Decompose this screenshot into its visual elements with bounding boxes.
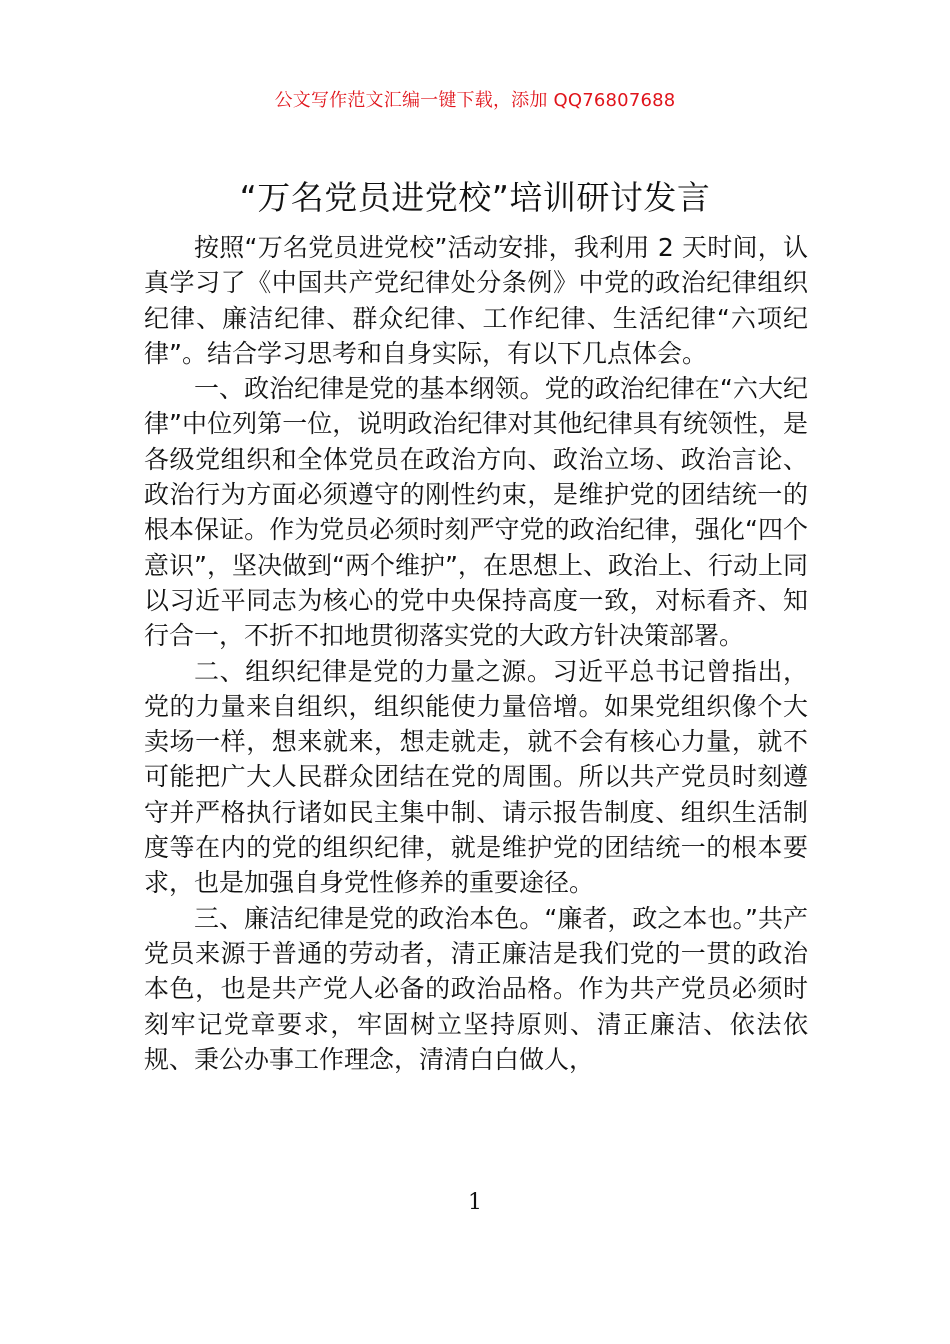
document-body (144, 230, 808, 1077)
document-title: “万名党员进党校”培训研讨发言 (239, 178, 711, 217)
paragraph-political-discipline: 一、政治纪律是党的基本纲领。党的政治纪律在“六大纪律”中位列第一位，说明政治纪律对其他纪律具有统领性，是各级党组织和全体党员在政治方向、政治立场、政治言论、政治行为方面必须遵守的刚性约束，是维护党的团结统一的根本保证。作为党员必须时刻严守党的政治纪律，强化“四个意识”，坚决做到“两个维护”，在思想上、政治上、行动上同以习近平同志为核心的党中央保持高度一致，对标看齐、知行合一，不折不扣地贯彻落实党的大政方针决策部署。 (144, 374, 808, 651)
header-promo-note: 公文写作范文汇编一键下载，添加 QQ76807688 (274, 90, 676, 111)
paragraph-integrity-discipline: 三、廉洁纪律是党的政治本色。“廉者，政之本也。”共产党员来源于普通的劳动者，清正廉洁是我们党的一贯的政治本色，也是共产党人必备的政治品格。作为共产党员必须时刻牢记党章要求，牢固树立坚持原则、清正廉洁、依法依规、秉公办事工作理念，清清白白做人， (144, 903, 808, 1074)
paragraph-intro: 按照“万名党员进党校”活动安排，我利用 2 天时间，认真学习了《中国共产党纪律处分条例》中党的政治纪律组织纪律、廉洁纪律、群众纪律、工作纪律、生活纪律“六项纪律”。结合学习思考和自身实际，有以下几点体会。 (144, 233, 808, 368)
page-number: 1 (468, 1190, 482, 1215)
paragraph-organizational-discipline: 二、组织纪律是党的力量之源。习近平总书记曾指出，党的力量来自组织，组织能使力量倍增。如果党组织像个大卖场一样，想来就来，想走就走，就不会有核心力量，就不可能把广大人民群众团结在党的周围。所以共产党员时刻遵守并严格执行诸如民主集中制、请示报告制度、组织生活制度等在内的党的组织纪律，就是维护党的团结统一的根本要求，也是加强自身党性修养的重要途径。 (144, 656, 808, 898)
